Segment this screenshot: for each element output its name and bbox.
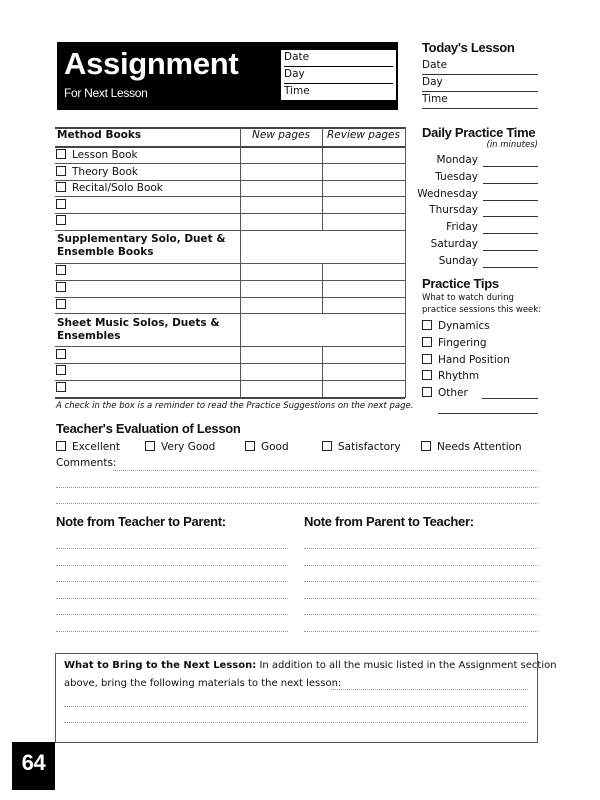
tip-label: Hand Position — [438, 353, 510, 366]
bring-line[interactable] — [64, 706, 528, 707]
day-label: Saturday — [430, 238, 478, 250]
teacher-note-line[interactable] — [56, 548, 288, 549]
header-fields — [281, 50, 396, 100]
header-date-field[interactable]: Date — [284, 51, 393, 67]
tip-checkbox[interactable] — [422, 387, 468, 399]
evaluation-label: Good — [261, 441, 289, 453]
evaluation-label: Very Good — [161, 441, 216, 453]
header-time-field[interactable]: Time — [284, 85, 310, 97]
daily-practice-title: Daily Practice Time — [422, 125, 536, 140]
bring-label: What to Bring to the Next Lesson: — [64, 660, 257, 671]
todays-lesson-title: Today's Lesson — [422, 40, 515, 55]
lesson-book-checkbox[interactable] — [56, 149, 138, 161]
comments-line[interactable] — [56, 487, 538, 488]
day-minutes-line[interactable] — [483, 183, 538, 184]
parent-note-line[interactable] — [304, 548, 538, 549]
parent-note-line[interactable] — [304, 598, 538, 599]
assignment-header — [57, 42, 398, 110]
day-label: Wednesday — [417, 187, 478, 200]
sheet-music-checkbox[interactable] — [56, 349, 72, 361]
day-label: Monday — [436, 154, 478, 166]
day-label: Sunday — [438, 254, 478, 267]
sheet-music-checkbox[interactable] — [56, 382, 72, 394]
supplementary-checkbox[interactable] — [56, 265, 72, 277]
practice-tips-desc: What to watch during — [422, 293, 514, 303]
header-day-field[interactable]: Day — [284, 68, 393, 84]
row-label: Theory Book — [72, 166, 138, 178]
tip-label: Fingering — [438, 336, 487, 349]
teacher-note-line[interactable] — [56, 581, 288, 582]
method-books-header: Method Books — [57, 129, 142, 141]
day-label: Tuesday — [435, 170, 478, 183]
theory-book-checkbox[interactable] — [56, 166, 138, 178]
todays-day-field[interactable]: Day — [422, 76, 538, 92]
day-minutes-line[interactable] — [483, 216, 538, 217]
evaluation-label: Needs Attention — [437, 441, 522, 453]
tip-checkbox[interactable] — [422, 337, 487, 349]
tip-label: Dynamics — [438, 320, 490, 332]
bring-line[interactable] — [331, 689, 528, 690]
evaluation-title: Teacher's Evaluation of Lesson — [56, 421, 241, 436]
recital-book-checkbox[interactable] — [56, 182, 163, 194]
note-parent-title: Note from Parent to Teacher: — [304, 514, 474, 529]
evaluation-option[interactable] — [145, 441, 215, 453]
table-note: A check in the box is a reminder to read the Practice Suggestions on the next page. — [56, 401, 414, 411]
row-label: Recital/Solo Book — [72, 182, 163, 194]
tip-label: Rhythm — [438, 370, 480, 383]
bring-box — [55, 653, 557, 743]
page-number: 64 — [21, 750, 46, 775]
supplementary-checkbox[interactable] — [56, 282, 72, 294]
evaluation-label: Satisfactory — [338, 441, 401, 453]
method-blank-checkbox[interactable] — [56, 199, 72, 211]
review-pages-header: Review pages — [327, 129, 400, 141]
todays-time-field[interactable]: Time — [422, 93, 538, 109]
parent-note-line[interactable] — [304, 631, 538, 632]
bring-line[interactable] — [64, 722, 528, 723]
parent-note-line[interactable] — [304, 581, 538, 582]
comments-label: Comments: — [56, 457, 117, 469]
evaluation-option[interactable] — [421, 441, 522, 453]
day-minutes-line[interactable] — [483, 267, 538, 268]
evaluation-option[interactable] — [322, 441, 401, 453]
teacher-note-line[interactable] — [56, 598, 288, 599]
supplementary-header: Supplementary Solo, Duet & Ensemble Books — [57, 233, 226, 258]
evaluation-option[interactable] — [245, 441, 289, 453]
day-label: Thursday — [429, 204, 478, 217]
evaluation-label: Excellent — [72, 441, 120, 453]
sheet-music-header: Sheet Music Solos, Duets & Ensembles — [57, 317, 220, 342]
tip-checkbox[interactable] — [422, 354, 510, 366]
comments-line[interactable] — [113, 470, 538, 471]
supplementary-checkbox[interactable] — [56, 299, 72, 311]
practice-tips-title: Practice Tips — [422, 276, 499, 291]
parent-note-line[interactable] — [304, 614, 538, 615]
todays-date-field[interactable]: Date — [422, 59, 538, 75]
day-minutes-line[interactable] — [483, 250, 538, 251]
page-number-tab — [12, 742, 55, 790]
practice-tips-desc: practice sessions this week: — [422, 305, 542, 315]
tip-checkbox[interactable] — [422, 320, 490, 332]
comments-line[interactable] — [56, 503, 538, 504]
day-minutes-line[interactable] — [483, 166, 538, 167]
day-minutes-line[interactable] — [483, 233, 538, 234]
note-teacher-title: Note from Teacher to Parent: — [56, 514, 226, 529]
teacher-note-line[interactable] — [56, 631, 288, 632]
sheet-music-checkbox[interactable] — [56, 365, 72, 377]
evaluation-option[interactable] — [56, 441, 120, 453]
daily-practice-unit: (in minutes) — [486, 140, 538, 150]
new-pages-header: New pages — [252, 129, 310, 141]
page-title: Assignment — [64, 46, 239, 81]
tip-label: Other — [438, 387, 468, 400]
day-minutes-line[interactable] — [483, 200, 538, 201]
tip-checkbox[interactable] — [422, 370, 479, 382]
parent-note-line[interactable] — [304, 565, 538, 566]
day-label: Friday — [446, 221, 478, 234]
row-label: Lesson Book — [72, 149, 138, 161]
method-blank-checkbox[interactable] — [56, 215, 72, 227]
bring-text: In addition to all the music listed in the Assignment section — [259, 660, 557, 671]
bring-text: above, bring the following materials to the next lesson: — [64, 678, 342, 689]
teacher-note-line[interactable] — [56, 614, 288, 615]
page-subtitle: For Next Lesson — [64, 86, 148, 100]
teacher-note-line[interactable] — [56, 565, 288, 566]
